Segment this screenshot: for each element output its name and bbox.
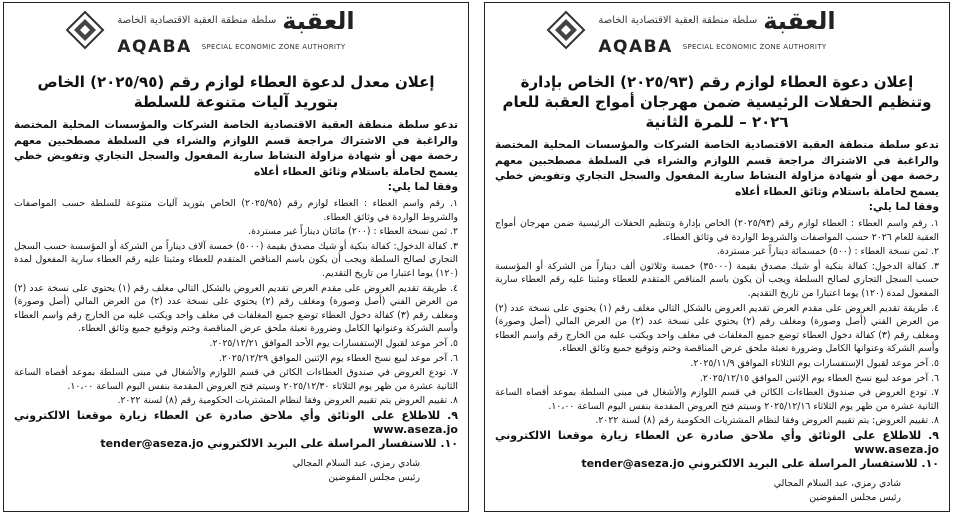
ad-item-2: ٢. ثمن نسخة العطاء : (٢٠٠) مائتان ديناراً غير مستردة. — [248, 226, 458, 238]
ad-intro: تدعو سلطة منطقة العقبة الاقتصادية الخاصة الشركات والمؤسسات المحلية المختصة والراغبة في الاشتراك مراجعة قسم اللوازم والشراء في السلطة مصطحبين معهم رخصة مهن أو شهادة مزاولة النشاط سارية المفعول والسجل التجاري وتفويض خطي يسمح لحاملة باستلام وثائق العطاء أعلاه — [14, 119, 458, 178]
ad-item-6: ٦. آخر موعد لبيع نسخ العطاء يوم الإثنين الموافق ٢٠٢٥/١٢/٢٩. — [218, 352, 458, 364]
signature-name: شادي رمزي، عبد السلام المجالي — [292, 457, 420, 469]
logo-english-sub: SPECIAL ECONOMIC ZONE AUTHORITY — [201, 43, 346, 51]
ad-item-9-website: ٩. للاطلاع على الوثائق وأي ملاحق صادرة عن العطاء زيارة موقعنا الالكتروني www.aseza.jo — [495, 428, 939, 456]
ad-item-3: ٣. كفالة الدخول: كفالة بنكية أو شيك مصدق بقيمة (٣٥٠٠٠) خمسة وثلاثون ألف ديناراً من الشركة أو المؤسسة حسب السجل التجاري لصالح السلطة ويجب أن يكون باسم المناقص المتقدم للعطاء ومثبتا عليه رقم العطاء سارية المفعول لمدة (١٢٠) يوما اعتبارا من تاريخ التقديم. — [495, 260, 939, 299]
ad-item-4: ٤. طريقة تقديم العروض على مقدم العرض تقديم العروض بالشكل التالي مغلف رقم (١) يحتوي على نسخة عدد (٢) من العرض الفني (أصل وصورة) ومغلف رقم (٢) يحتوي على نسخة عدد (٢) من العرض المالي (أصل وصورة) ومغلف رقم (٣) كفالة دخول العطاء توضع جميع المغلفات في مغلف واحد ويكتب عليه من الخارج رقم واسم العطاء وأسم الشركة وعنوانها الكامل وضرورة تعبئة ملحق عرض المناقصة وختم وتوقيع جميع وثائق العطاء. — [14, 282, 459, 335]
aseza-logo — [493, 6, 941, 66]
ad-intro-end: وفقا لما يلي: — [387, 181, 458, 193]
ad-item-6: ٦. آخر موعد لبيع نسخ العطاء يوم الإثنين الموافق ٢٠٢٥/١٢/١٥. — [699, 372, 939, 384]
ad-item-10-email: ١٠. للاستفسار المراسلة على البريد الالكتروني tender@aseza.jo — [100, 437, 458, 451]
logo-arabic-sub: سلطة منطقة العقبة الاقتصادية الخاصة — [117, 15, 277, 26]
aseza-diamond-icon — [546, 10, 586, 50]
tender-ad-93 — [484, 2, 950, 512]
ad-items — [495, 217, 939, 471]
ad-item-5: ٥. آخر موعد لقبول الإستفسارات يوم الأحد الموافق ٢٠٢٥/١٢/٢١. — [209, 337, 458, 349]
ad-item-9-website: ٩. للاطلاع على الوثائق وأي ملاحق صادرة عن العطاء زيارة موقعنا الالكتروني www.aseza.jo — [14, 408, 458, 436]
ad-title: إعلان دعوة العطاء لوازم رقم (٢٠٢٥/٩٣) الخاص بإدارة وتنظيم الحفلات الرئيسية ضمن مهرجان أمواج العقبة للعام ٢٠٢٦ – للمرة الثانية — [502, 73, 932, 131]
logo-english-main: AQABA — [598, 37, 673, 57]
ad-item-2: ٢. ثمن نسخة العطاء : (٥٠٠) خمسمائة ديناراً غير مستردة. — [716, 246, 939, 258]
ad-item-1: ١. رقم واسم العطاء : العطاء لوازم رقم (٢٠٢٥/٩٣) الخاص بإدارة وتنظيم الحفلات الرئيسية ضمن مهرجان أمواج العقبة للعام ٢٠٢٦ حسب المواصفات والشروط الواردة في وثائق العطاء. — [495, 218, 939, 243]
ad-item-7: ٧. تودع العروض في صندوق العطاءات الكائن في قسم اللوازم والأشغال في مبنى السلطة بموعد أقصاه الساعة الثانية عشرة من ظهر يوم الثلاثاء ٢٠٢٥/١٢/١٦ وسيتم فتح العروض المقدمة بنفس اليوم الساعة ١٠،٠٠. — [495, 387, 939, 412]
ad-item-1: ١. رقم واسم العطاء : العطاء لوازم رقم (٢٠٢٥/٩٥) الخاص بتوريد آليات متنوعة للسلطة حسب المواصفات والشروط الواردة في وثائق العطاء. — [14, 198, 459, 223]
aseza-diamond-icon — [65, 10, 105, 50]
logo-arabic-main: العقبة — [763, 7, 836, 35]
ad-item-8: ٨. تقييم العروض: يتم تقييم العروض وفقا لنظام المشتريات الحكومية رقم (٨) لسنة ٢٠٢٢. — [595, 415, 939, 427]
ad-item-8: ٨. تقييم العروض يتم تقييم العروض وفقا لنظام المشتريات الحكومية رقم (٨) لسنة ٢٠٢٢. — [117, 395, 458, 407]
ad-item-10-email: ١٠. للاستفسار المراسلة على البريد الالكتروني tender@aseza.jo — [581, 457, 939, 471]
ad-intro-end: وفقا لما يلي: — [868, 201, 939, 213]
logo-english-main: AQABA — [117, 37, 192, 57]
ad-signature — [493, 477, 901, 505]
ad-title: إعلان معدل لدعوة العطاء لوازم رقم (٢٠٢٥/٩٥) الخاص بتوريد آليات متنوعة للسلطة — [37, 73, 435, 111]
ad-item-7: ٧. تودع العروض في صندوق العطاءات الكائن في قسم اللوازم والأشغال في مبنى السلطة بموعد أقصاه الساعة الثانية عشرة من ظهر يوم الثلاثاء ٢٠٢٥/١٢/٣٠ وسيتم فتح العروض المقدمة بنفس اليوم الساعة ١٠،٠٠. — [14, 367, 458, 392]
signature-name: شادي رمزي، عبد السلام المجالي — [773, 477, 901, 489]
ad-item-3: ٣. كفالة الدخول: كفالة بنكية أو شيك مصدق بقيمة (٥٠٠٠) خمسة آلاف ديناراً من الشركة أو المؤسسة حسب السجل التجاري لصالح السلطة ويجب أن يكون باسم المناقص المتقدم للعطاء ومثبتا عليه رقم العطاء سارية المفعول لمدة (١٢٠) يوما اعتبارا من تاريخ التقديم. — [14, 240, 458, 279]
signature-role: رئيس مجلس المفوضين — [328, 471, 420, 483]
aseza-logo — [12, 6, 460, 66]
logo-english-sub: SPECIAL ECONOMIC ZONE AUTHORITY — [682, 43, 827, 51]
signature-role: رئيس مجلس المفوضين — [809, 491, 901, 503]
logo-arabic-sub: سلطة منطقة العقبة الاقتصادية الخاصة — [598, 15, 758, 26]
logo-arabic-main: العقبة — [282, 7, 355, 35]
ad-item-5: ٥. آخر موعد لقبول الإستفسارات يوم الثلاثاء الموافق ٢٠٢٥/١١/٩. — [690, 357, 939, 369]
ad-signature — [12, 457, 420, 485]
ad-items — [14, 197, 458, 451]
ad-intro: تدعو سلطة منطقة العقبة الاقتصادية الخاصة الشركات والمؤسسات المحلية المختصة والراغبة في الاشتراك مراجعة قسم اللوازم والشراء في السلطة مصطحبين معهم رخصة مهن أو شهادة مزاولة النشاط سارية المفعول والسجل التجاري وتفويض خطي يسمح لحاملة باستلام وثائق العطاء أعلاه — [495, 139, 939, 198]
tender-ad-95 — [3, 2, 469, 512]
ad-item-4: ٤. طريقة تقديم العروض على مقدم العرض تقديم العروض بالشكل التالي مغلف رقم (١) يحتوي على نسخة عدد (٢) من العرض الفني (أصل وصورة) ومغلف رقم (٢) يحتوي على نسخة عدد (٢) من العرض المالي (أصل وصورة) ومغلف رقم (٣) كفالة دخول العطاء توضع جميع المغلفات في مغلف واحد ويكتب عليه من الخارج رقم واسم العطاء وأسم الشركة وعنوانها الكامل وضرورة تعبئة ملحق عرض المناقصة وختم وتوقيع جميع وثائق العطاء. — [495, 302, 940, 355]
